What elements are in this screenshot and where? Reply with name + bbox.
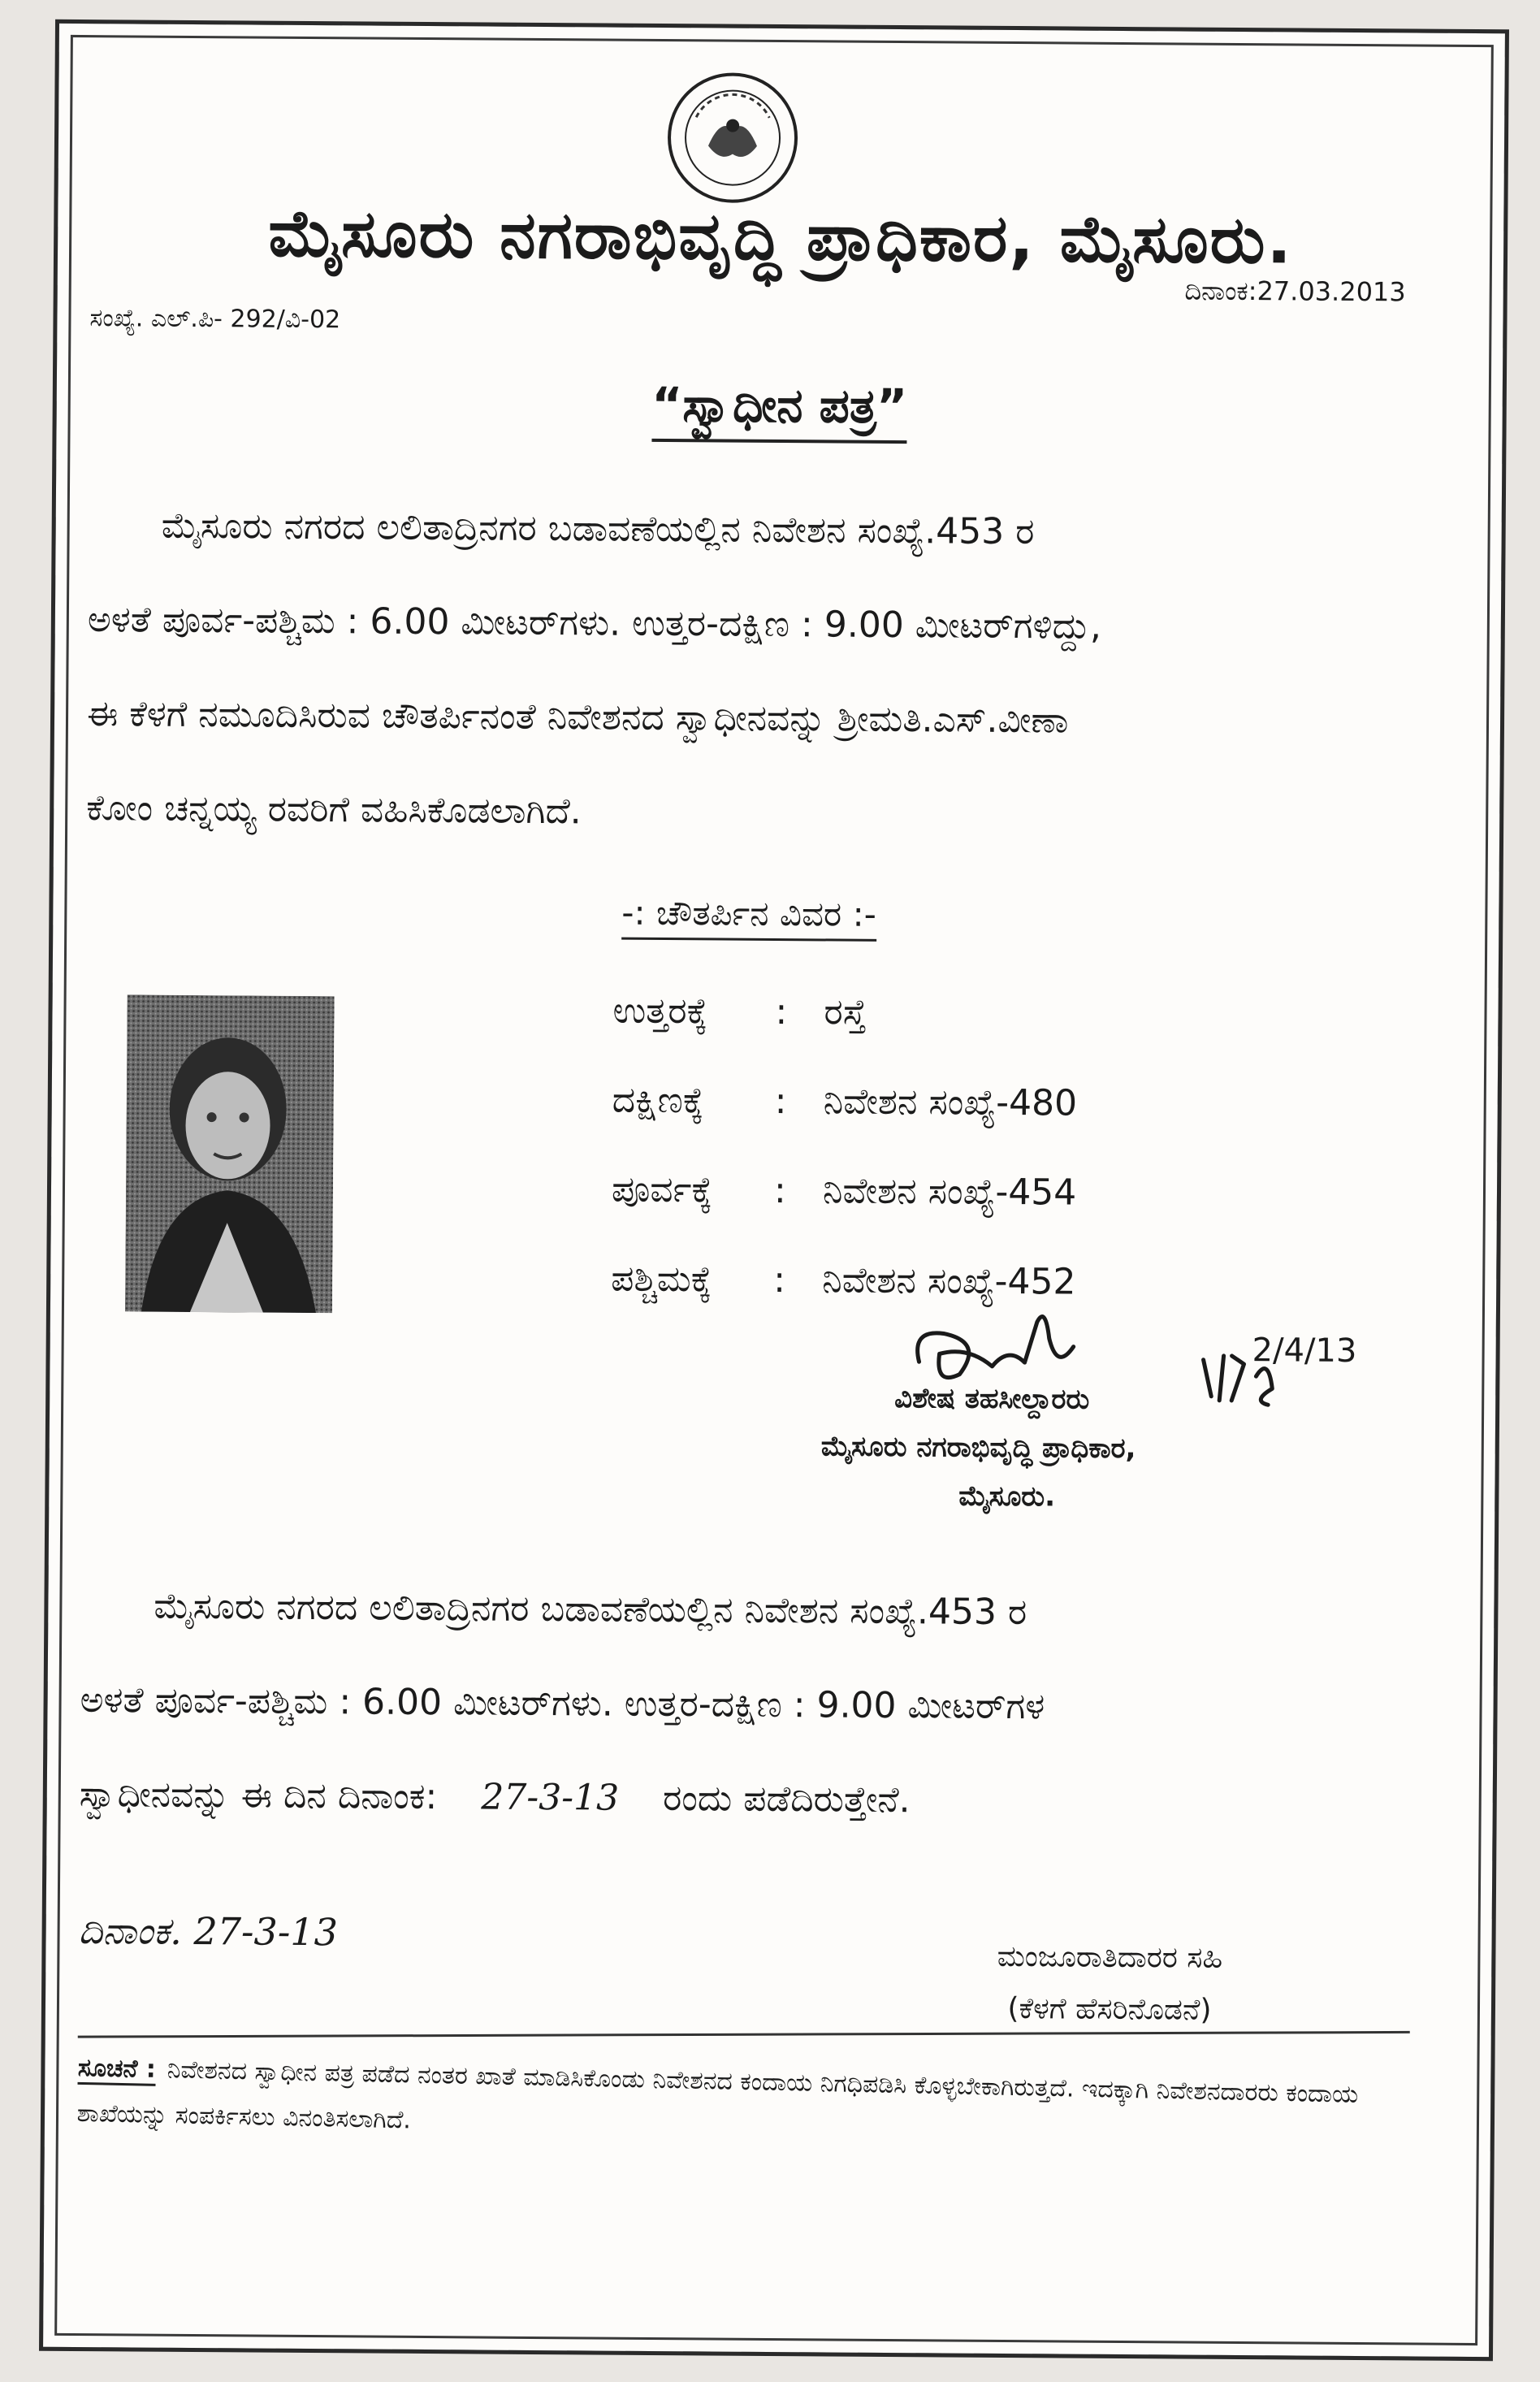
instruction-note xyxy=(76,2046,1378,2163)
paragraph1-line2: ಅಳತೆ ಪೂರ್ವ-ಪಶ್ಚಿಮ : 6.00 ಮೀಟರ್‌ಗಳು. ಉತ್ತರ-ದಕ್ಷಿಣ : 9.00 ಮೀಟರ್‌ಗಳಿದ್ದು, xyxy=(87,599,1102,647)
paragraph1-line1: ಮೈಸೂರು ನಗರದ ಲಲಿತಾದ್ರಿನಗರ ಬಡಾವಣೆಯಲ್ಲಿನ ನಿವೇಶನ ಸಂಖ್ಯೆ.453 ರ xyxy=(161,505,1035,553)
acknowledgement-paragraph xyxy=(79,1559,1396,1851)
boundary-label: ಪಶ್ಚಿಮಕ್ಕೆ xyxy=(611,1258,712,1301)
possession-certificate xyxy=(39,19,1509,2361)
allottee-photo xyxy=(125,994,335,1313)
approver-signature-block xyxy=(939,1930,1281,2037)
approver-line2: (ಕೆಳಗೆ ಹೆಸರಿನೊಡನೆ) xyxy=(1007,1992,1212,2027)
document-heading xyxy=(57,373,1503,439)
signature-date: 2/4/13 xyxy=(1252,1332,1357,1371)
boundary-west xyxy=(611,1258,1076,1303)
allotment-paragraph xyxy=(86,479,1404,864)
signatory-block xyxy=(820,1297,1366,1568)
paragraph2-line1: ಮೈಸೂರು ನಗರದ ಲಲಿತಾದ್ರಿನಗರ ಬಡಾವಣೆಯಲ್ಲಿನ ನಿವೇಶನ ಸಂಖ್ಯೆ.453 ರ xyxy=(154,1585,1027,1634)
boundary-value: ನಿವೇಶನ ಸಂಖ್ಯೆ-452 xyxy=(822,1259,1076,1303)
boundary-value: ನಿವೇಶನ ಸಂಖ್ಯೆ-480 xyxy=(823,1081,1078,1124)
issue-date: ದಿನಾಂಕ:27.03.2013 xyxy=(1184,275,1406,308)
paragraph1-line3: ಈ ಕೆಳಗೆ ನಮೂದಿಸಿರುವ ಚೌತರ್ಪಿನಂತೆ ನಿವೇಶನದ ಸ್ವಾಧೀನವನ್ನು ಶ್ರೀಮತಿ.ಎಸ್.ವೀಣಾ xyxy=(86,693,1069,742)
boundary-separator: : xyxy=(774,1081,787,1123)
note-text: ನಿವೇಶನದ ಸ್ವಾಧೀನ ಪತ್ರ ಪಡೆದ ನಂತರ ಖಾತೆ ಮಾಡಿಸಿಕೊಂಡು ನಿವೇಶನದ ಕಂದಾಯ ನಿಗಧಿಪಡಿಸಿ ಕೊಳ್ಳಬೇಕಾಗಿರುತ್ತದೆ. ಇದಕ್ಕಾಗಿ ನಿವೇಶನದಾರರು ಕಂದಾಯ ಶಾಖೆಯನ್ನು ಸಂಪರ್ಕಿಸಲು ವಿನಂತಿಸಲಾಗಿದೆ. xyxy=(76,2055,1359,2135)
signatory-office: ಮೈಸೂರು ನಗರಾಭಿವೃದ್ಧಿ ಪ್ರಾಧಿಕಾರ, xyxy=(820,1430,1136,1466)
boundary-label: ಉತ್ತರಕ್ಕೆ xyxy=(612,990,708,1033)
boundary-east xyxy=(612,1169,1077,1214)
paragraph2-line3-end: ರಂದು ಪಡೆದಿರುತ್ತೇನೆ. xyxy=(662,1778,911,1821)
document-heading-text: “ಸ್ವಾಧೀನ ಪತ್ರ” xyxy=(651,377,907,444)
footer-date-text: ದಿನಾಂಕ. 27-3-13 xyxy=(78,1908,339,1955)
note-label: ಸೂಚನೆ : xyxy=(77,2054,156,2086)
reference-number: ಸಂಖ್ಯೆ. ಎಲ್.ಪಿ- 292/ವಿ-02 xyxy=(89,304,341,335)
boundaries-title xyxy=(621,893,876,935)
authority-title: ಮೈಸೂರು ನಗರಾಭಿವೃದ್ಧಿ ಪ್ರಾಧಿಕಾರ, ಮೈಸೂರು. xyxy=(268,195,1294,279)
boundary-separator: : xyxy=(773,1170,787,1212)
paragraph2-line3 xyxy=(79,1748,1395,1851)
signatory-designation: ವಿಶೇಷ ತಹಸೀಲ್ದಾರರು xyxy=(894,1382,1090,1416)
signatory-city: ಮೈಸೂರು. xyxy=(958,1479,1056,1514)
paragraph2-line3-start: ಸ್ವಾಧೀನವನ್ನು ಈ ದಿನ ದಿನಾಂಕ: xyxy=(79,1774,438,1818)
footer-date xyxy=(78,1908,501,2001)
boundary-label: ದಕ್ಷಿಣಕ್ಕೆ xyxy=(612,1079,704,1122)
boundary-separator: : xyxy=(775,991,788,1033)
approver-line1: ಮಂಜೂರಾತಿದಾರರ ಸಹಿ xyxy=(997,1939,1223,1975)
boundary-label: ಪೂರ್ವಕ್ಕೆ xyxy=(611,1168,713,1211)
boundary-value: ರಸ್ತೆ xyxy=(824,991,867,1033)
boundary-south xyxy=(612,1080,1078,1124)
paragraph2-line2: ಅಳತೆ ಪೂರ್ವ-ಪಶ್ಚಿಮ : 6.00 ಮೀಟರ್‌ಗಳು. ಉತ್ತರ-ದಕ್ಷಿಣ : 9.00 ಮೀಟರ್‌ಗಳ xyxy=(80,1679,1045,1728)
authority-seal-icon xyxy=(663,68,802,207)
boundary-north xyxy=(612,990,866,1033)
boundary-separator: : xyxy=(773,1258,786,1301)
handwritten-date: 27-3-13 xyxy=(481,1776,620,1819)
boundary-value: ನಿವೇಶನ ಸಂಖ್ಯೆ-454 xyxy=(822,1170,1077,1214)
boundaries-title-text: -: ಚೌತರ್ಪಿನ ವಿವರ :- xyxy=(621,893,876,942)
paragraph1-line4: ಕೋಂ ಚನ್ನಯ್ಯ ರವರಿಗೆ ವಹಿಸಿಕೊಡಲಾಗಿದೆ. xyxy=(86,787,582,833)
